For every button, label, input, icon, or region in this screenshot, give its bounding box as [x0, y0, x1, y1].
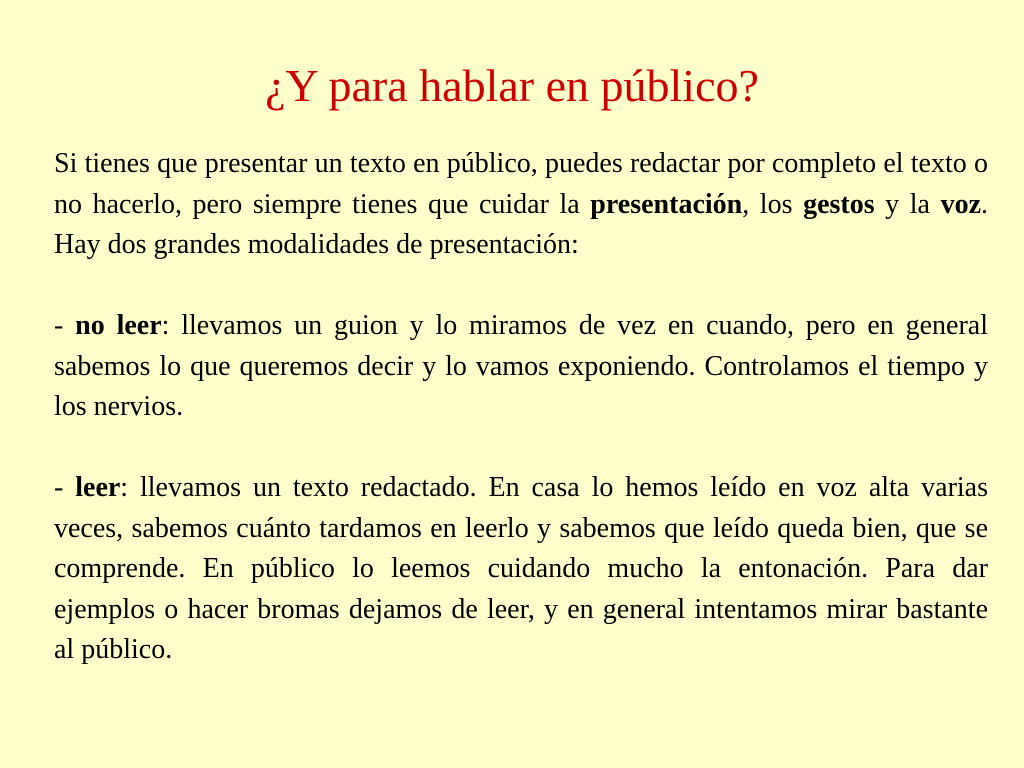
- intro-text-2: , los: [742, 188, 804, 220]
- no-leer-dash: -: [54, 310, 76, 341]
- intro-paragraph: [54, 144, 988, 266]
- term-gestos: gestos: [803, 188, 875, 220]
- term-presentacion: presentación: [590, 188, 743, 220]
- leer-paragraph: [54, 468, 988, 671]
- leer-dash: -: [54, 472, 76, 503]
- no-leer-paragraph: [54, 306, 988, 428]
- term-leer: leer: [75, 472, 121, 503]
- intro-text-3: y la: [874, 188, 941, 220]
- term-voz: voz: [940, 188, 981, 220]
- leer-text: : llevamos un texto redactado. En casa lo hemos leído en voz alta varias veces, sabemos cuánto tardamos en leerlo y sabemos que leído queda bien, que se comprende. En público lo leemos cuidando mucho la entonación. Para dar ejemplos o hacer bromas dejamos de leer, y en general intentamos mirar bastante al público.: [54, 472, 988, 665]
- intro-text-4: . Hay dos grandes modalidades de presentación:: [54, 188, 988, 260]
- slide-body: [54, 144, 988, 671]
- intro-text-1: Si tienes que presentar un texto en público, puedes redactar por completo el texto o no hacerlo, pero siempre tienes que cuidar la: [54, 148, 988, 220]
- slide-title: ¿Y para hablar en público?: [265, 60, 759, 111]
- term-no-leer: no leer: [75, 310, 162, 341]
- no-leer-text: : llevamos un guion y lo miramos de vez en cuando, pero en general sabemos lo que queremos decir y lo vamos exponiendo. Controlamos el tiempo y los nervios.: [54, 310, 989, 422]
